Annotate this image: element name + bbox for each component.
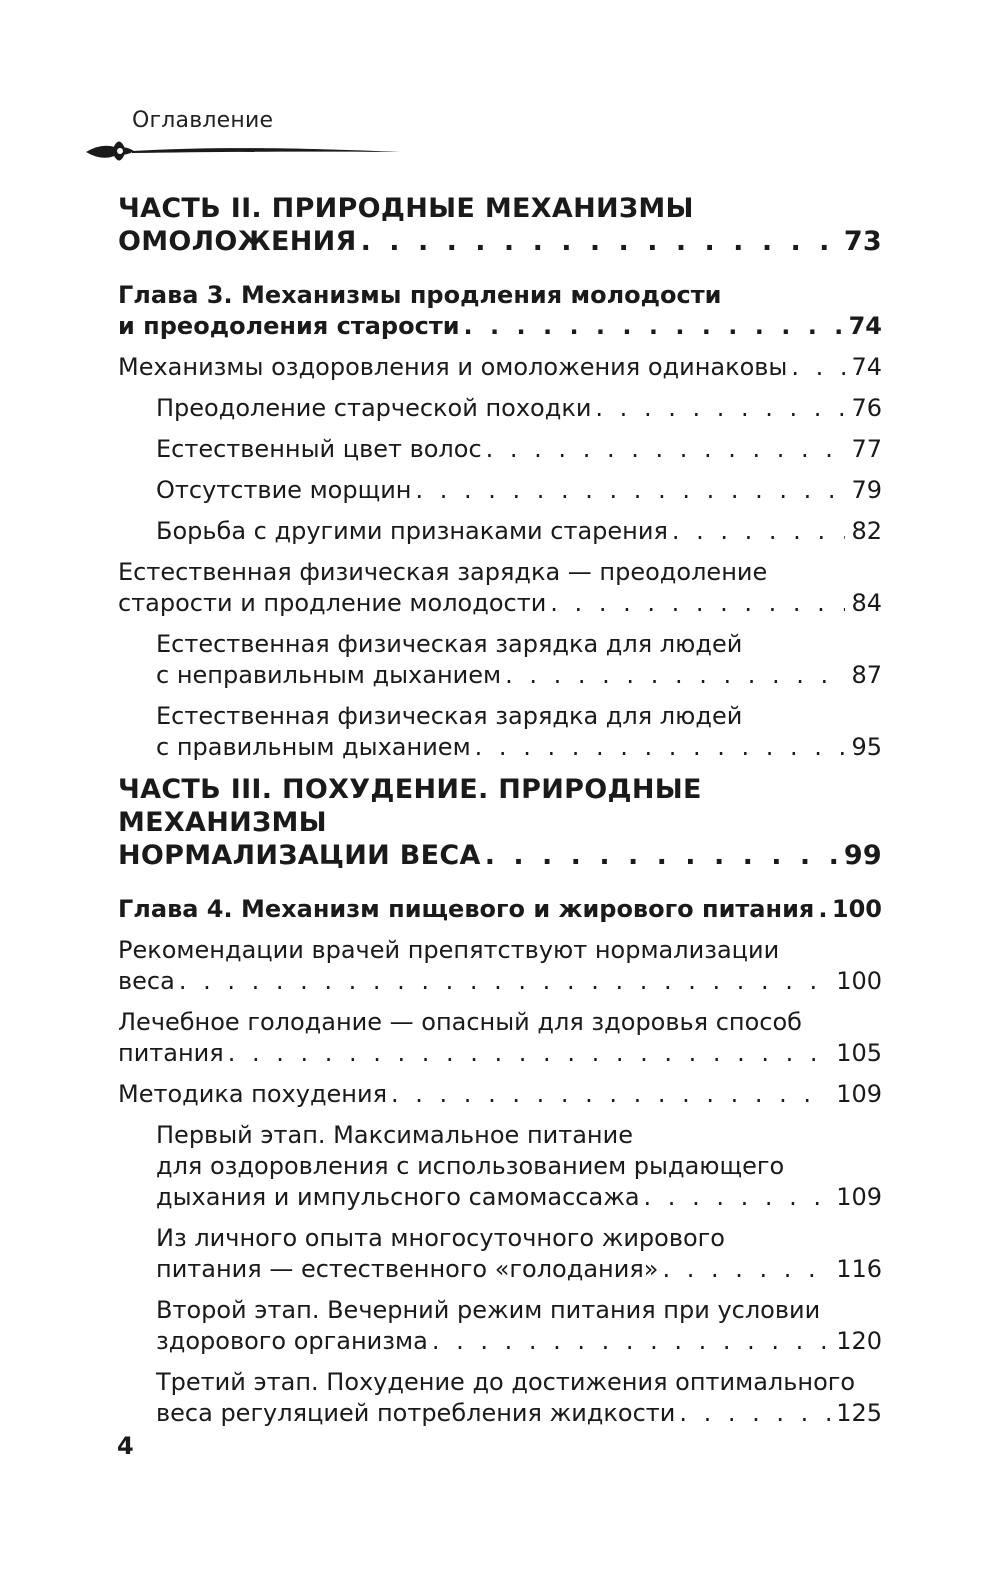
toc-entry bbox=[118, 352, 882, 383]
floral-ornament-icon bbox=[84, 134, 404, 168]
dot-leader bbox=[485, 839, 838, 872]
dot-leader bbox=[505, 660, 845, 691]
toc-entry-title-line: Глава 3. Механизмы продления молодости bbox=[118, 281, 722, 309]
dot-leader bbox=[662, 1254, 830, 1285]
toc-entry bbox=[118, 701, 882, 763]
toc-entry-title-line: и преодоления старости bbox=[118, 312, 460, 340]
dot-leader bbox=[391, 1079, 830, 1110]
toc-entry-title-line: Естественный цвет волос bbox=[156, 435, 482, 463]
dot-leader bbox=[179, 966, 830, 997]
toc-page-number: 74 bbox=[851, 353, 882, 381]
table-of-contents bbox=[118, 188, 882, 1439]
toc-entry-title-line: Глава 4. Механизм пищевого и жирового питания bbox=[118, 895, 815, 923]
toc-entry bbox=[118, 1367, 882, 1429]
toc-entry-title-line: с правильным дыханием bbox=[156, 733, 471, 761]
toc-entry bbox=[118, 894, 882, 925]
toc-entry-title-line: старости и продление молодости bbox=[118, 589, 547, 617]
dot-leader bbox=[361, 225, 838, 258]
toc-entry bbox=[118, 1079, 882, 1110]
toc-entry-title-line: Рекомендации врачей препятствуют нормализации bbox=[118, 936, 780, 964]
toc-entry bbox=[118, 475, 882, 506]
toc-page-number: 120 bbox=[836, 1327, 882, 1355]
toc-entry-title-line: Отсутствие морщин bbox=[156, 476, 412, 504]
toc-page-number: 74 bbox=[848, 312, 882, 340]
dot-leader bbox=[550, 588, 845, 619]
dot-leader bbox=[464, 311, 843, 342]
toc-entry-title-line: Из личного опыта многосуточного жирового bbox=[156, 1224, 725, 1252]
dot-leader bbox=[486, 434, 846, 465]
dot-leader bbox=[679, 1398, 830, 1429]
toc-page-number: 77 bbox=[851, 435, 882, 463]
toc-entry-title-line: веса bbox=[118, 967, 175, 995]
toc-entry-title-line: питания — естественного «голодания» bbox=[156, 1255, 659, 1283]
toc-entry-title-line: Лечебное голодание — опасный для здоровья способ bbox=[118, 1008, 802, 1036]
toc-entry bbox=[118, 434, 882, 465]
dot-leader bbox=[475, 732, 846, 763]
toc-page-number: 79 bbox=[851, 476, 882, 504]
toc-entry bbox=[118, 1007, 882, 1069]
dot-leader bbox=[415, 475, 845, 506]
toc-entry bbox=[118, 393, 882, 424]
toc-entry bbox=[118, 280, 882, 342]
toc-entry-title-line: Преодоление старческой походки bbox=[156, 394, 592, 422]
toc-entry bbox=[118, 1223, 882, 1285]
toc-entry-title-line: ЧАСТЬ II. ПРИРОДНЫЕ МЕХАНИЗМЫ bbox=[118, 193, 694, 224]
toc-entry bbox=[118, 773, 882, 872]
dot-leader bbox=[432, 1326, 830, 1357]
toc-entry-title-line: Естественная физическая зарядка для людей bbox=[156, 630, 743, 658]
toc-entry-title-line: Методика похудения bbox=[118, 1080, 388, 1108]
toc-entry bbox=[118, 516, 882, 547]
toc-page-number: 109 bbox=[836, 1183, 882, 1211]
toc-entry-title-line: Механизмы оздоровления и омоложения одинаковы bbox=[118, 353, 788, 381]
toc-entry-title-line: НОРМАЛИЗАЦИИ ВЕСА bbox=[118, 840, 481, 871]
dot-leader bbox=[791, 352, 845, 383]
toc-entry-title-line: Естественная физическая зарядка для людей bbox=[156, 702, 743, 730]
running-header-title: Оглавление bbox=[132, 108, 274, 133]
toc-entry-title-line: Второй этап. Вечерний режим питания при условии bbox=[156, 1296, 821, 1324]
toc-entry-title-line: Первый этап. Максимальное питание bbox=[156, 1121, 633, 1149]
toc-page-number: 116 bbox=[836, 1255, 882, 1283]
toc-entry-title-line: Борьба с другими признаками старения bbox=[156, 517, 668, 545]
toc-page-number: 100 bbox=[831, 895, 882, 923]
toc-entry-title-line: веса регуляцией потребления жидкости bbox=[156, 1399, 676, 1427]
dot-leader bbox=[672, 516, 846, 547]
toc-page-number: 125 bbox=[836, 1399, 882, 1427]
dot-leader bbox=[228, 1038, 830, 1069]
toc-page-number: 84 bbox=[851, 589, 882, 617]
toc-page-number: 73 bbox=[843, 226, 882, 257]
toc-entry bbox=[118, 1295, 882, 1357]
toc-page-number: 76 bbox=[851, 394, 882, 422]
page-number: 4 bbox=[117, 1432, 134, 1460]
toc-entry-title-line: ЧАСТЬ III. ПОХУДЕНИЕ. ПРИРОДНЫЕ МЕХАНИЗМЫ bbox=[118, 774, 702, 838]
toc-entry-title-line: Третий этап. Похудение до достижения оптимального bbox=[156, 1368, 856, 1396]
toc-entry-title-line: Естественная физическая зарядка — преодоление bbox=[118, 558, 768, 586]
toc-entry bbox=[118, 557, 882, 619]
toc-page-number: 109 bbox=[836, 1080, 882, 1108]
toc-entry-title-line: здорового организма bbox=[156, 1327, 428, 1355]
toc-entry-title-line: с неправильным дыханием bbox=[156, 661, 502, 689]
toc-entry bbox=[118, 629, 882, 691]
dot-leader bbox=[644, 1182, 831, 1213]
running-header bbox=[84, 108, 404, 178]
toc-page-number: 99 bbox=[843, 840, 882, 871]
dot-leader bbox=[818, 894, 826, 925]
toc-entry-title-line: ОМОЛОЖЕНИЯ bbox=[118, 226, 357, 257]
toc-page-number: 82 bbox=[851, 517, 882, 545]
toc-entry-title-line: для оздоровления с использованием рыдающего bbox=[156, 1152, 785, 1180]
toc-entry bbox=[118, 192, 882, 258]
toc-entry-title-line: питания bbox=[118, 1039, 224, 1067]
toc-entry bbox=[118, 935, 882, 997]
dot-leader bbox=[595, 393, 845, 424]
toc-page-number: 87 bbox=[851, 661, 882, 689]
toc-entry-title-line: дыхания и импульсного самомассажа bbox=[156, 1183, 640, 1211]
toc-page-number: 105 bbox=[836, 1039, 882, 1067]
toc-entry bbox=[118, 1120, 882, 1213]
toc-page-number: 95 bbox=[851, 733, 882, 761]
toc-page-number: 100 bbox=[836, 967, 882, 995]
